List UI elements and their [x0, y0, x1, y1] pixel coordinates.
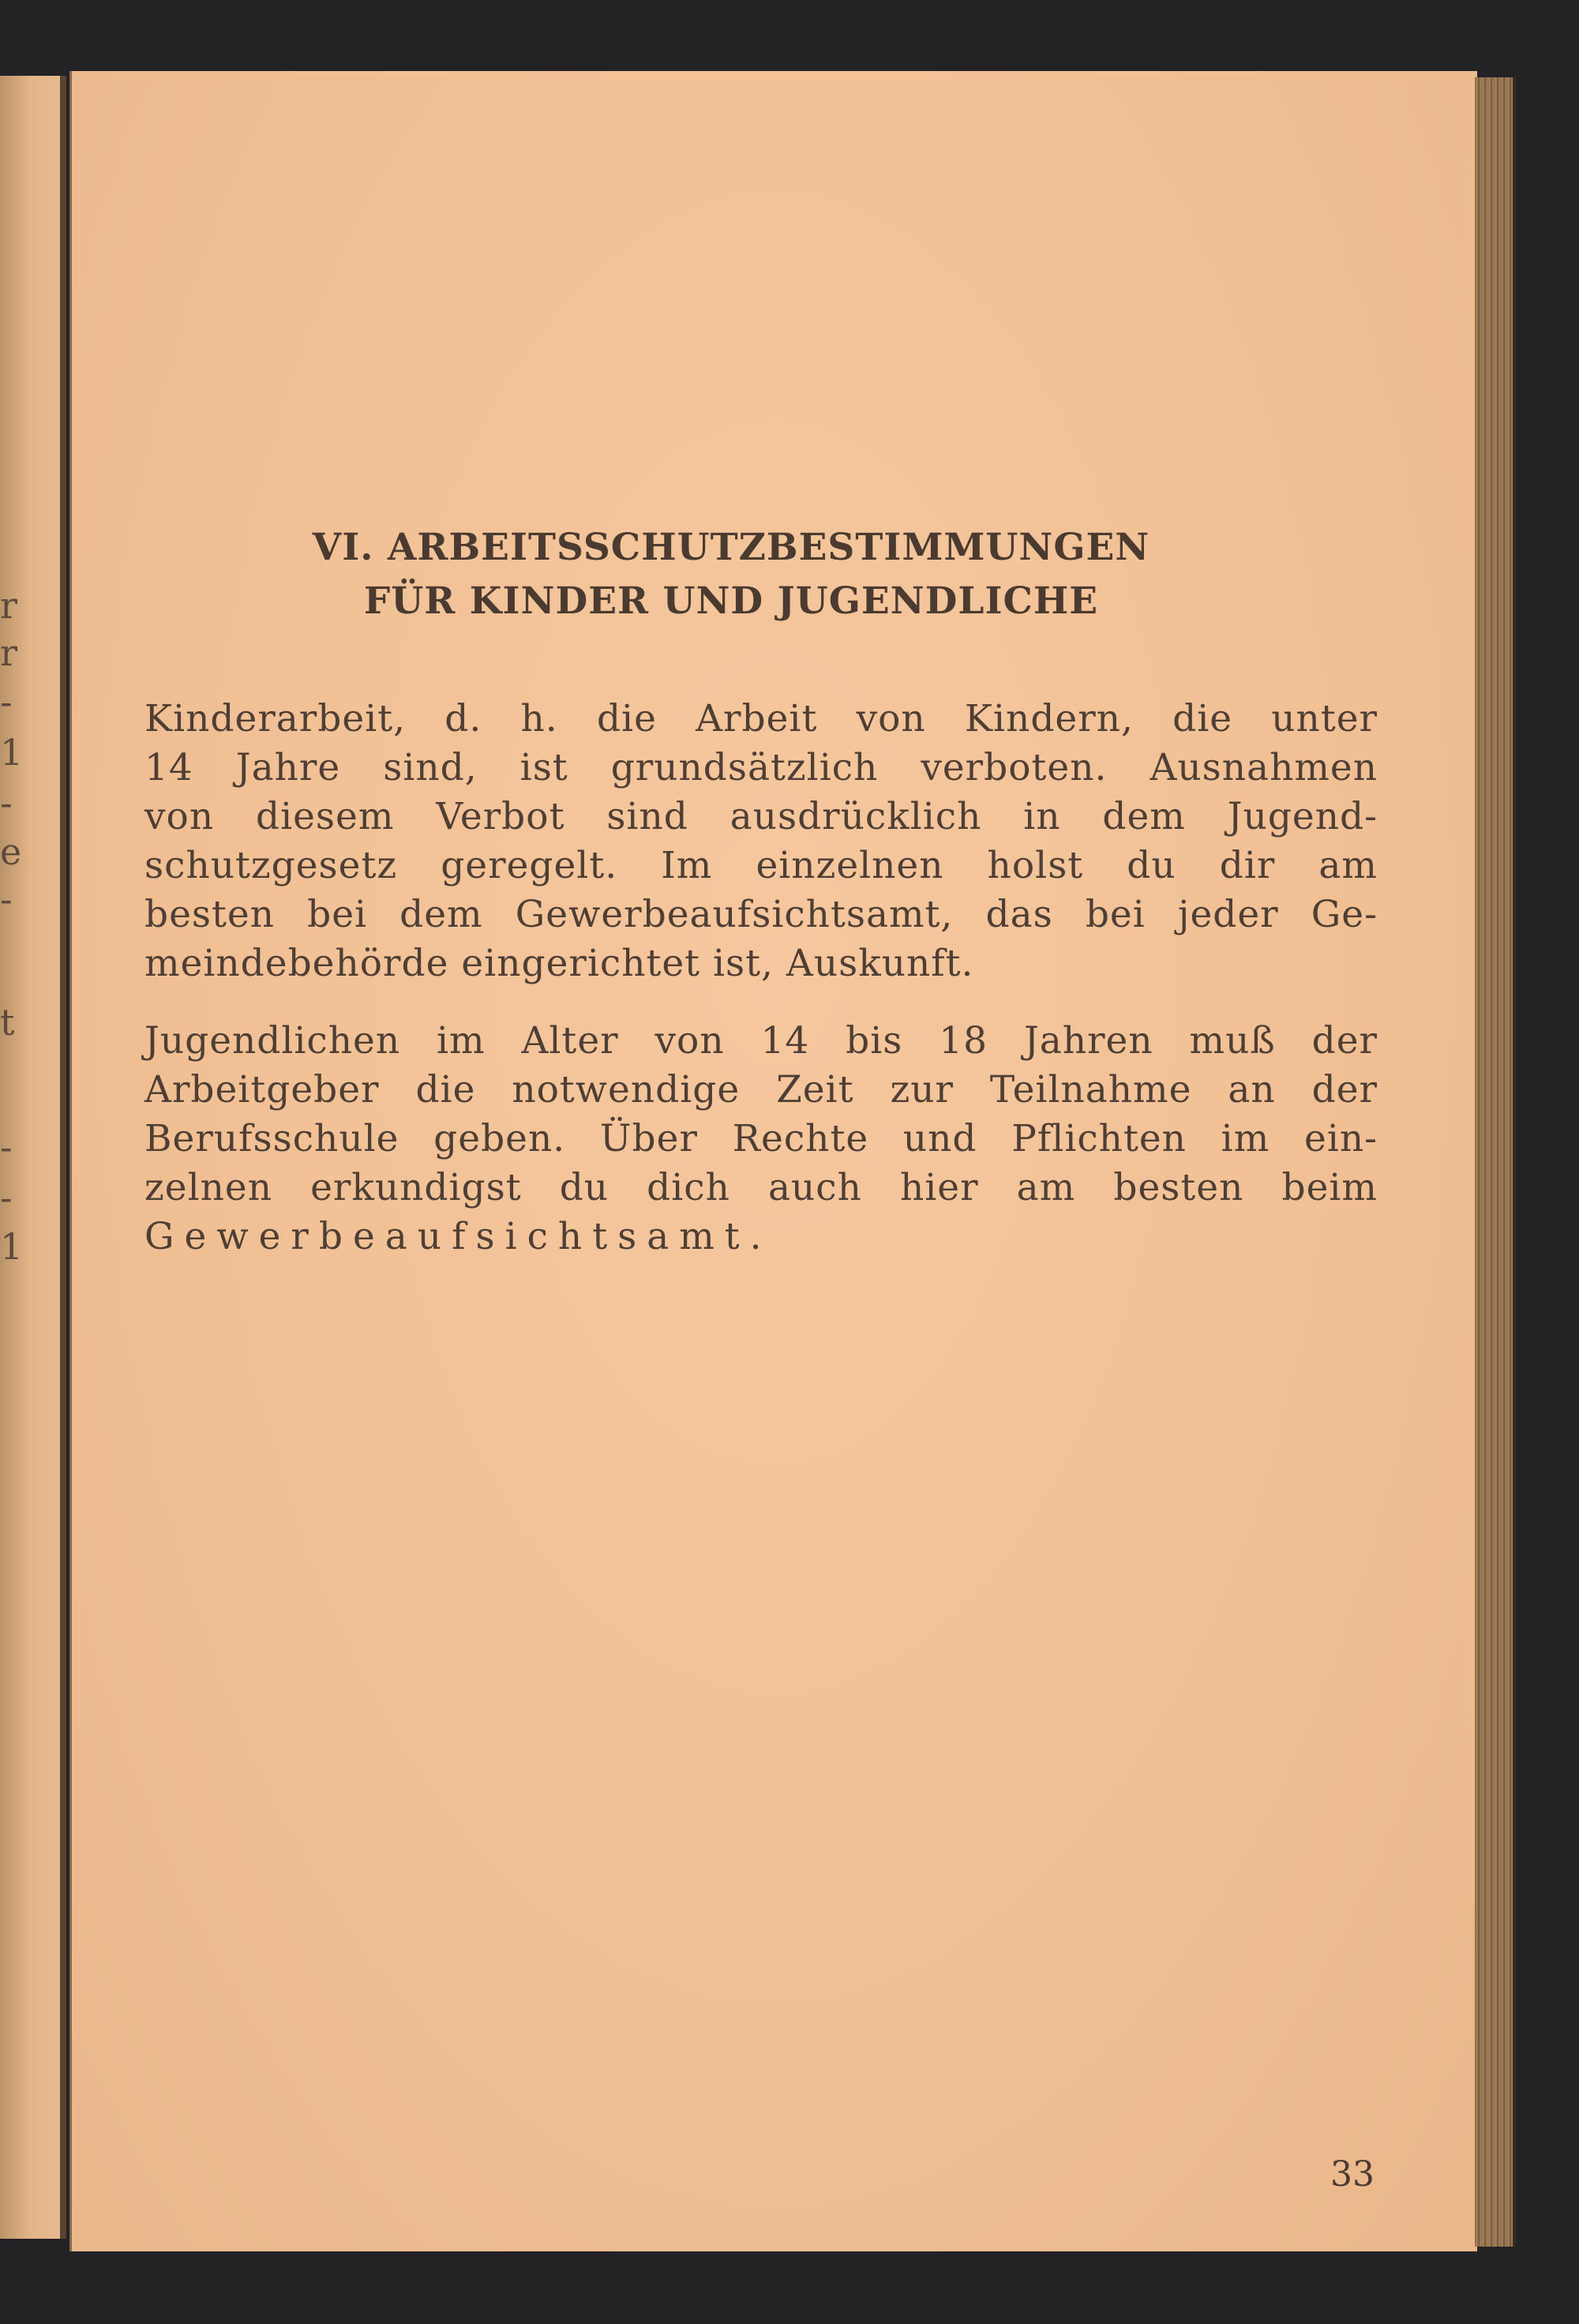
- margin-char: -: [0, 1126, 13, 1168]
- text-line: Arbeitgeber die notwendige Zeit zur Teilnahme an der: [144, 1068, 1378, 1111]
- text-line: Kinderarbeit, d. h. die Arbeit von Kindern, die unter: [144, 697, 1378, 740]
- chapter-heading-line-1: VI. ARBEITSSCHUTZBESTIMMUNGEN: [312, 526, 1150, 569]
- margin-char: -: [0, 878, 13, 920]
- page-number: 33: [1330, 2154, 1375, 2195]
- chapter-heading: [72, 521, 1390, 628]
- text-line: besten bei dem Gewerbeaufsichtsamt, das bei jeder Ge-: [144, 893, 1378, 936]
- margin-char: 1: [0, 731, 24, 774]
- margin-char: -: [0, 680, 13, 723]
- margin-char: 1: [0, 1225, 24, 1268]
- text-line: 14 Jahre sind, ist grundsätzlich verboten. Ausnahmen: [144, 746, 1378, 789]
- paragraph-youth-vocational-school: [144, 1017, 1378, 1261]
- text-line: meindebehörde eingerichtet ist, Auskunft.: [144, 942, 974, 985]
- margin-char: r: [0, 584, 17, 627]
- margin-char: r: [0, 632, 17, 674]
- margin-char: t: [0, 1001, 15, 1044]
- text-line: von diesem Verbot sind ausdrücklich in dem Jugend-: [144, 795, 1378, 838]
- text-line: schutzgesetz geregelt. Im einzelnen holst du dir am: [144, 844, 1378, 887]
- margin-char: e: [0, 830, 22, 873]
- text-line: Berufsschule geben. Über Rechte und Pflichten im ein-: [144, 1117, 1378, 1160]
- text-line: Gewerbeaufsichtsamt.: [144, 1215, 772, 1258]
- margin-char: -: [0, 1176, 13, 1219]
- chapter-heading-line-2: FÜR KINDER UND JUGENDLICHE: [363, 579, 1099, 623]
- paragraph-child-labor: [144, 695, 1378, 988]
- left-page-edge: [0, 76, 66, 2239]
- page-block-edges: [1475, 77, 1516, 2247]
- book-gutter: [60, 76, 66, 2239]
- book-page: [69, 71, 1477, 2251]
- text-line: zelnen erkundigst du dich auch hier am besten beim: [144, 1166, 1378, 1209]
- text-line: Jugendlichen im Alter von 14 bis 18 Jahren muß der: [144, 1019, 1378, 1063]
- left-page-margin-text: [0, 76, 66, 2239]
- margin-char: -: [0, 782, 13, 824]
